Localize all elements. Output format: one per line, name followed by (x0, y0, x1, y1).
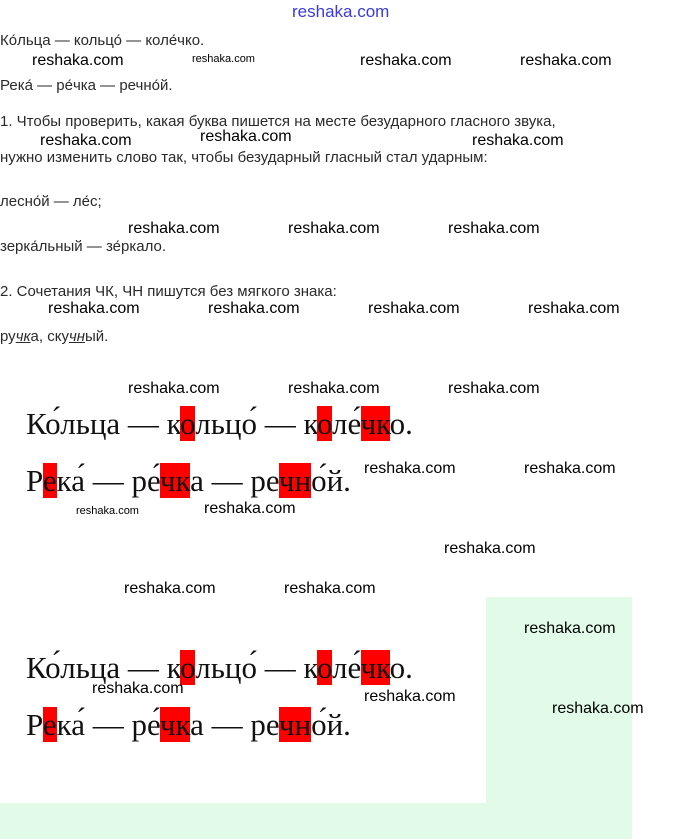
watermark: reshaka.com (192, 53, 255, 65)
highlight: о (180, 406, 196, 441)
image2-row2 (26, 707, 351, 743)
highlight: чк (159, 707, 191, 742)
seg: Р (26, 707, 43, 742)
watermark: reshaka.com (124, 580, 216, 597)
highlight: чн (278, 707, 312, 742)
example-zerkalny: зерка́льный — зе́ркало. (0, 238, 167, 255)
highlight: чн (278, 463, 312, 498)
seg: Ко́льца — к (26, 650, 181, 685)
example-lesnoy: лесно́й — ле́с; (0, 193, 102, 210)
highlight: о (316, 650, 333, 685)
watermark: reshaka.com (128, 220, 220, 237)
watermark: reshaka.com (552, 700, 644, 717)
watermark: reshaka.com (448, 380, 540, 397)
watermark: reshaka.com (472, 132, 564, 149)
watermark: reshaka.com (92, 680, 184, 697)
seg: ле́ (332, 650, 361, 685)
watermark: reshaka.com (364, 688, 456, 705)
example-ruchka-skuchny (0, 328, 108, 345)
seg: о́й. (311, 707, 351, 742)
watermark: reshaka.com (208, 300, 300, 317)
underlined-chk: чк (15, 328, 31, 345)
text-line-reka: Река́ — ре́чка — речно́й. (0, 77, 173, 94)
watermark: reshaka.com (524, 620, 616, 637)
watermark: reshaka.com (288, 220, 380, 237)
seg: ле́ (332, 406, 361, 441)
image1-row1 (26, 406, 413, 442)
highlight: чк (159, 463, 191, 498)
seg: ка́ — ре́ (56, 707, 160, 742)
watermark: reshaka.com (528, 300, 620, 317)
watermark: reshaka.com (204, 500, 296, 517)
highlight: о (180, 650, 196, 685)
rule-1-line-b: нужно изменить слово так, чтобы безударный гласный стал ударным: (0, 149, 488, 166)
watermark: reshaka.com (520, 52, 612, 69)
watermark: reshaka.com (76, 505, 139, 517)
seg: а — ре (190, 707, 279, 742)
seg: о. (389, 406, 413, 441)
example-part: ый. (85, 328, 109, 345)
watermark: reshaka.com (128, 380, 220, 397)
watermark: reshaka.com (364, 460, 456, 477)
seg: льцо́ — к (195, 406, 317, 441)
watermark: reshaka.com (48, 300, 140, 317)
highlight: е (42, 707, 57, 742)
image1-row2 (26, 463, 351, 499)
seg: о. (389, 650, 413, 685)
rule-1-line-a: 1. Чтобы проверить, какая буква пишется на месте безударного гласного звука, (0, 113, 556, 130)
image2-row1 (26, 650, 413, 686)
watermark: reshaka.com (360, 52, 452, 69)
watermark: reshaka.com (32, 52, 124, 69)
watermark: reshaka.com (524, 460, 616, 477)
highlight: чк (360, 650, 390, 685)
watermark: reshaka.com (284, 580, 376, 597)
watermark: reshaka.com (288, 380, 380, 397)
highlight: е (42, 463, 57, 498)
watermark: reshaka.com (368, 300, 460, 317)
underlined-chn: чн (68, 328, 85, 345)
highlight: о (316, 406, 333, 441)
example-part: а, ску (30, 328, 69, 345)
watermark: reshaka.com (40, 132, 132, 149)
rule-2: 2. Сочетания ЧК, ЧН пишутся без мягкого знака: (0, 283, 337, 300)
watermark: reshaka.com (444, 540, 536, 557)
seg: Р (26, 463, 43, 498)
watermark: reshaka.com (448, 220, 540, 237)
seg: о́й. (311, 463, 351, 498)
seg: Ко́льца — к (26, 406, 181, 441)
seg: льцо́ — к (195, 650, 317, 685)
green-panel-bottom (0, 803, 632, 839)
seg: а — ре (190, 463, 279, 498)
seg: ка́ — ре́ (56, 463, 160, 498)
site-link[interactable]: reshaka.com (292, 2, 390, 21)
text-line-koltsa: Ко́льца — кольцо́ — коле́чко. (0, 32, 205, 49)
example-part: ру (0, 328, 16, 345)
highlight: чк (360, 406, 390, 441)
watermark: reshaka.com (200, 128, 292, 145)
